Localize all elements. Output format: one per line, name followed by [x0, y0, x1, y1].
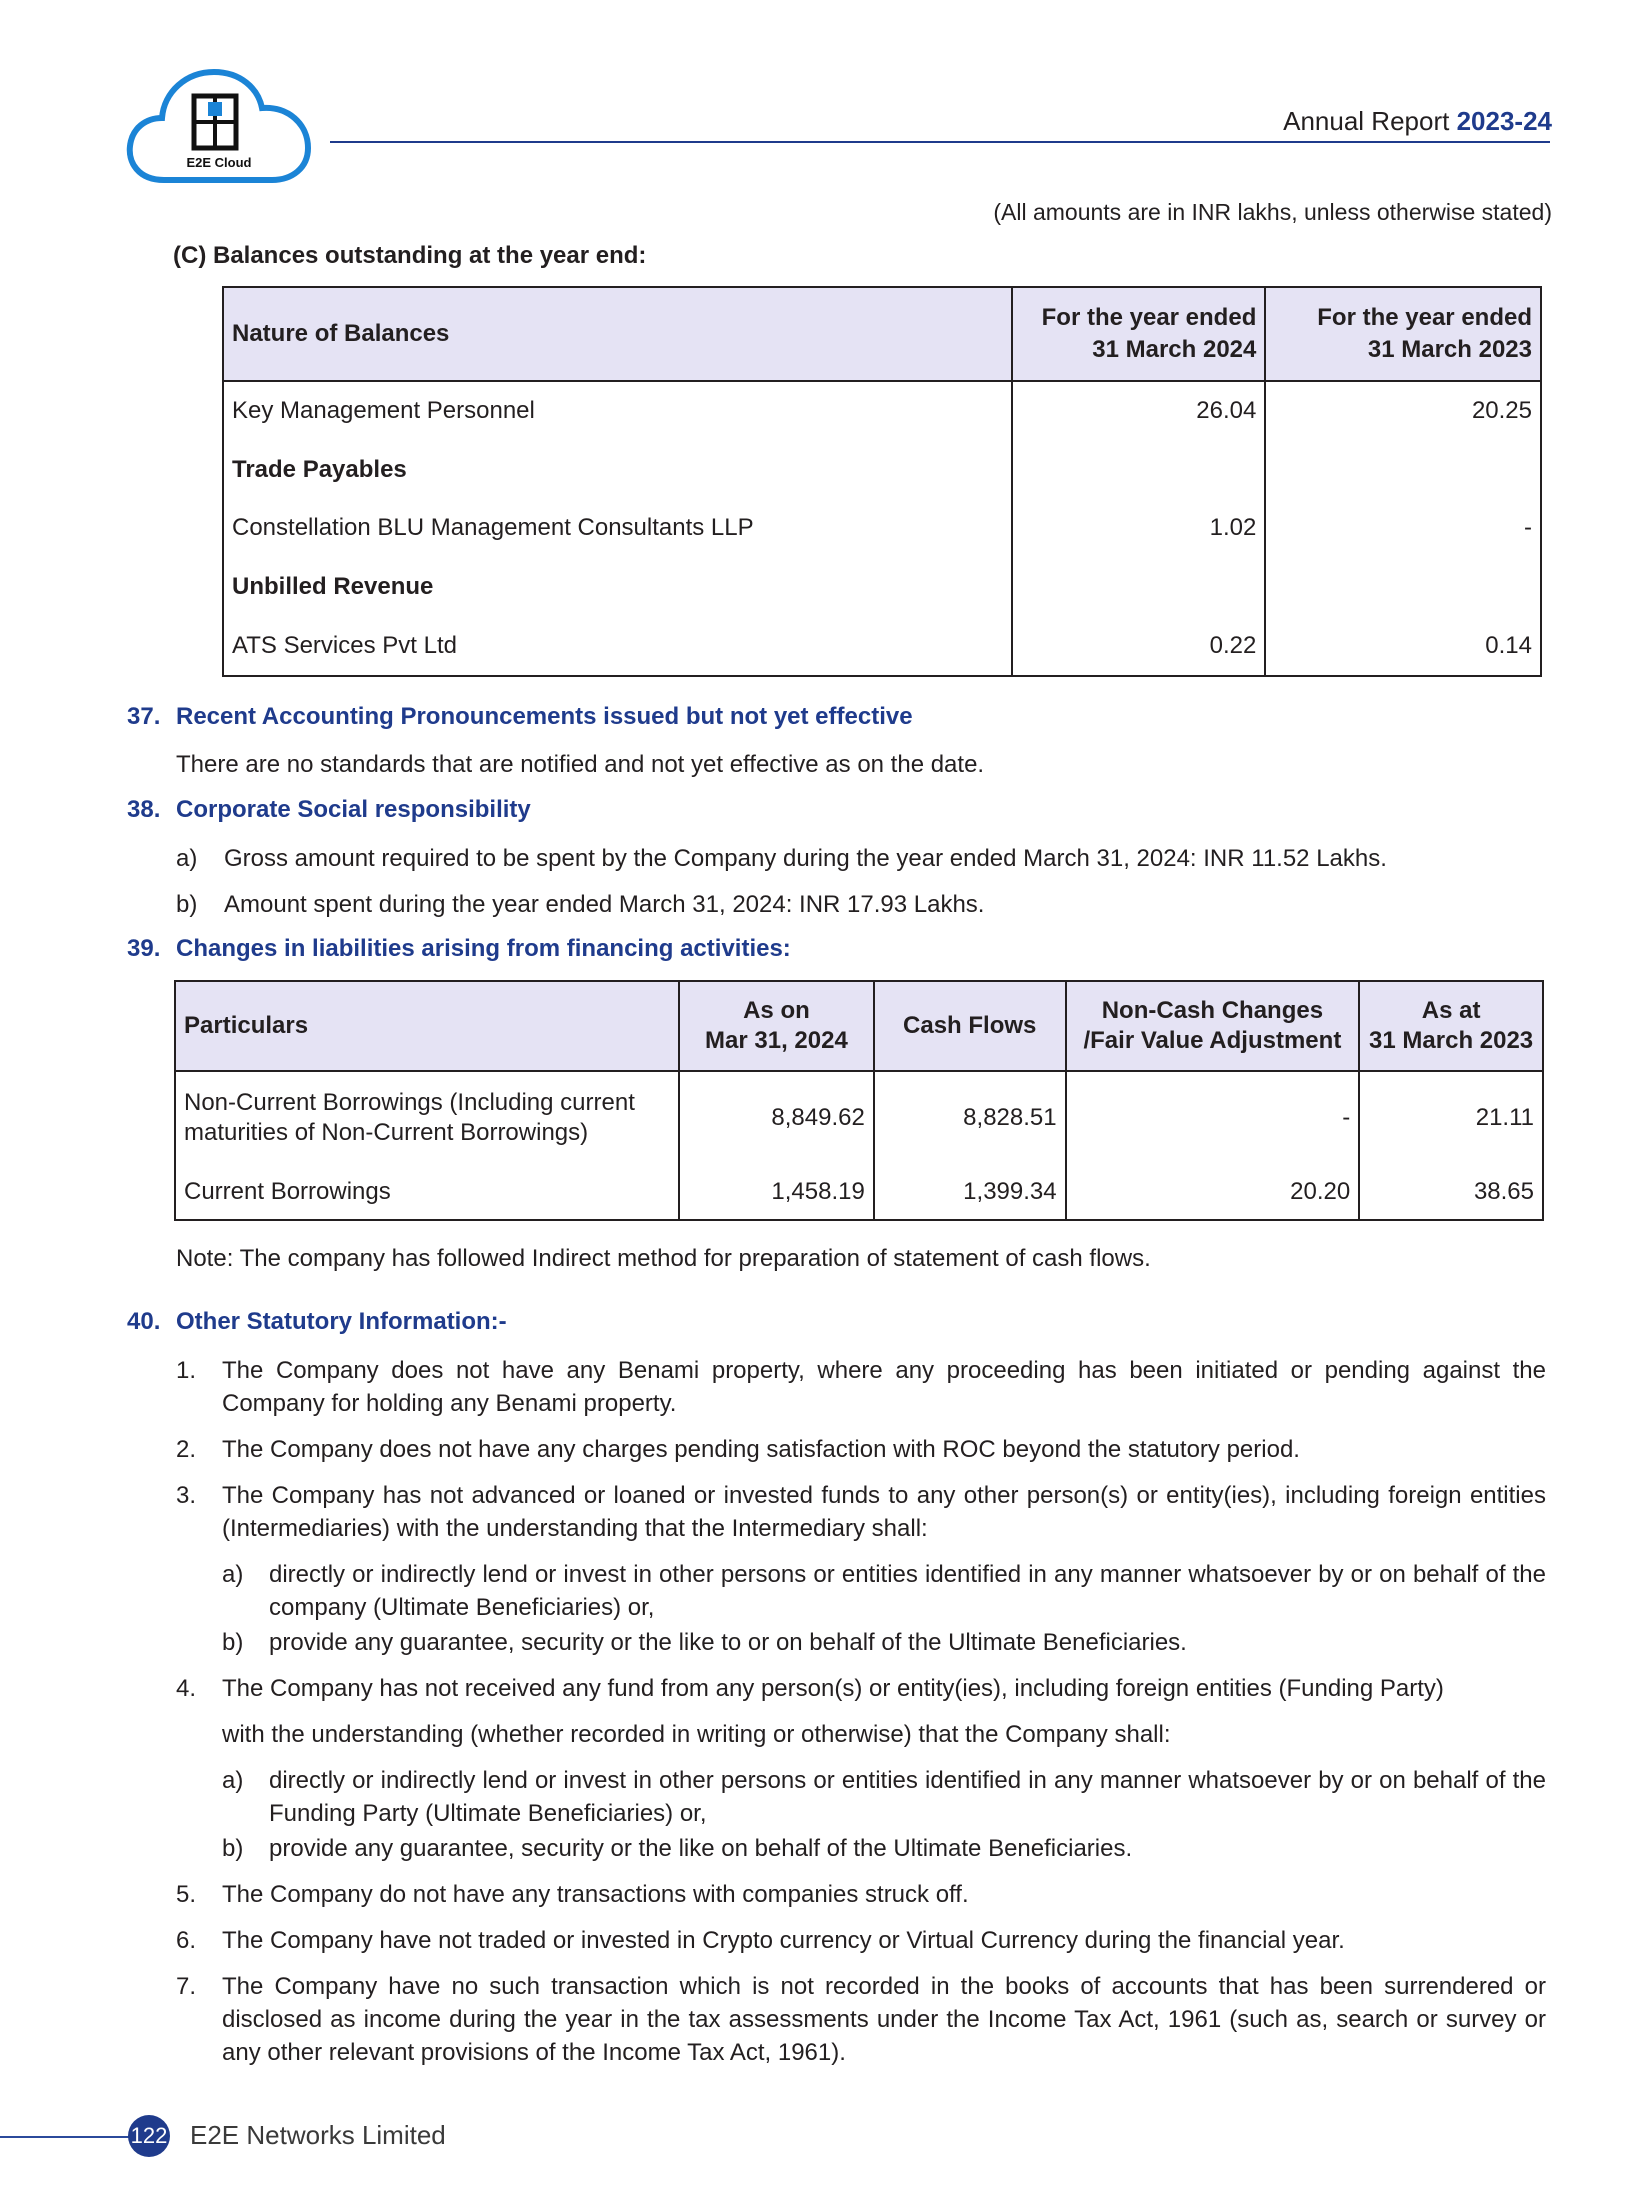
value-2024 [1012, 441, 1266, 500]
page-number: 122 [128, 2115, 170, 2157]
list-item: 6. The Company have not traded or invested in Crypto currency or Virtual Currency during the financial year. [176, 1927, 1345, 1954]
list-item: 3. The Company has not advanced or loaned or invested funds to any other person(s) or entity(ies), including foreign entities (Intermediaries) with the understanding that the Intermediary shall: [176, 1482, 1546, 1542]
value-2023: - [1265, 499, 1541, 558]
value-cash-flows: 8,828.51 [874, 1071, 1066, 1164]
value-2024 [1012, 558, 1266, 617]
e2e-cloud-logo [124, 58, 314, 188]
value-noncash: 20.20 [1066, 1164, 1360, 1220]
table-row [175, 1164, 1543, 1220]
table-row [223, 616, 1541, 676]
col-2023: For the year ended 31 March 2023 [1265, 287, 1541, 381]
list-item: 4. The Company has not received any fund from any person(s) or entity(ies), including foreign entities (Funding Party) [176, 1675, 1444, 1702]
section-37-text: There are no standards that are notified and not yet effective as on the date. [176, 751, 985, 778]
row-label: Constellation BLU Management Consultants LLP [223, 499, 1012, 558]
value-2023 [1265, 558, 1541, 617]
sub-list-item: b) provide any guarantee, security or the like on behalf of the Ultimate Beneficiaries. [222, 1835, 1133, 1862]
value-noncash: - [1066, 1071, 1360, 1164]
table-header-row [223, 287, 1541, 381]
row-label: Non-Current Borrowings (Including current maturities of Non-Current Borrowings) [175, 1071, 679, 1164]
list-item: 2. The Company does not have any charges pending satisfaction with ROC beyond the statutory period. [176, 1436, 1300, 1463]
logo-text: E2E Cloud [186, 155, 252, 170]
table-row [223, 499, 1541, 558]
table-header-row [175, 981, 1543, 1071]
report-title [1283, 106, 1552, 137]
value-2023: 20.25 [1265, 381, 1541, 441]
col-particulars: Particulars [175, 981, 679, 1071]
row-group-label: Trade Payables [223, 441, 1012, 500]
table-row [175, 1071, 1543, 1164]
list-item: a) Gross amount required to be spent by the Company during the year ended March 31, 2024: INR 11.52 Lakhs. [176, 845, 1387, 872]
balances-table [222, 286, 1542, 677]
section-39-heading: 39. Changes in liabilities arising from financing activities: [127, 935, 791, 962]
value-2024: 0.22 [1012, 616, 1266, 676]
sub-list-item: a) directly or indirectly lend or invest in other persons or entities identified in any manner whatsoever by or on behalf of the Funding Party (Ultimate Beneficiaries) or, [222, 1767, 1546, 1827]
header-rule [330, 141, 1550, 143]
value-as-on: 1,458.19 [679, 1164, 874, 1220]
row-label: Key Management Personnel [223, 381, 1012, 441]
footer-company-name: E2E Networks Limited [190, 2120, 446, 2150]
list-item: b) Amount spent during the year ended March 31, 2024: INR 17.93 Lakhs. [176, 891, 985, 918]
table-row [223, 558, 1541, 617]
value-as-on: 8,849.62 [679, 1071, 874, 1164]
table-row [223, 381, 1541, 441]
value-2024: 26.04 [1012, 381, 1266, 441]
amount-note: (All amounts are in INR lakhs, unless otherwise stated) [993, 199, 1552, 225]
col-2024: For the year ended 31 March 2024 [1012, 287, 1266, 381]
value-2023: 0.14 [1265, 616, 1541, 676]
row-label: ATS Services Pvt Ltd [223, 616, 1012, 676]
value-cash-flows: 1,399.34 [874, 1164, 1066, 1220]
report-title-text: Annual Report [1283, 106, 1450, 136]
col-noncash: Non-Cash Changes /Fair Value Adjustment [1066, 981, 1360, 1071]
col-cash-flows: Cash Flows [874, 981, 1066, 1071]
table-row [223, 441, 1541, 500]
list-item-continuation: with the understanding (whether recorded in writing or otherwise) that the Company shall: [222, 1721, 1171, 1748]
section-37-heading: 37. Recent Accounting Pronouncements issued but not yet effective [127, 703, 913, 730]
col-nature: Nature of Balances [223, 287, 1012, 381]
value-as-at: 21.11 [1359, 1071, 1543, 1164]
footer-rule [0, 2136, 132, 2138]
section-38-heading: 38. Corporate Social responsibility [127, 796, 531, 823]
cash-flow-note: Note: The company has followed Indirect method for preparation of statement of cash flows. [176, 1245, 1151, 1272]
report-year: 2023-24 [1456, 106, 1552, 136]
row-group-label: Unbilled Revenue [223, 558, 1012, 617]
sub-list-item: b) provide any guarantee, security or the like to or on behalf of the Ultimate Beneficiaries. [222, 1629, 1187, 1656]
list-item: 7. The Company have no such transaction which is not recorded in the books of accounts that has been surrendered or disclosed as income during the year in the tax assessments under the Income Tax Act, 1961 (such as, search or survey or any other relevant provisions of the Income Tax Act, 1961). [176, 1973, 1546, 2066]
list-item: 1. The Company does not have any Benami property, where any proceeding has been initiated or pending against the Company for holding any Benami property. [176, 1357, 1546, 1417]
value-as-at: 38.65 [1359, 1164, 1543, 1220]
col-as-on: As on Mar 31, 2024 [679, 981, 874, 1071]
col-as-at: As at 31 March 2023 [1359, 981, 1543, 1071]
list-item: 5. The Company do not have any transactions with companies struck off. [176, 1881, 969, 1908]
sub-list-item: a) directly or indirectly lend or invest in other persons or entities identified in any manner whatsoever by or on behalf of the company (Ultimate Beneficiaries) or, [222, 1561, 1546, 1621]
section-40-heading: 40. Other Statutory Information:- [127, 1308, 507, 1335]
value-2024: 1.02 [1012, 499, 1266, 558]
financing-activities-table [174, 980, 1544, 1221]
section-c-heading: (C) Balances outstanding at the year end: [173, 242, 647, 269]
row-label: Current Borrowings [175, 1164, 679, 1220]
value-2023 [1265, 441, 1541, 500]
